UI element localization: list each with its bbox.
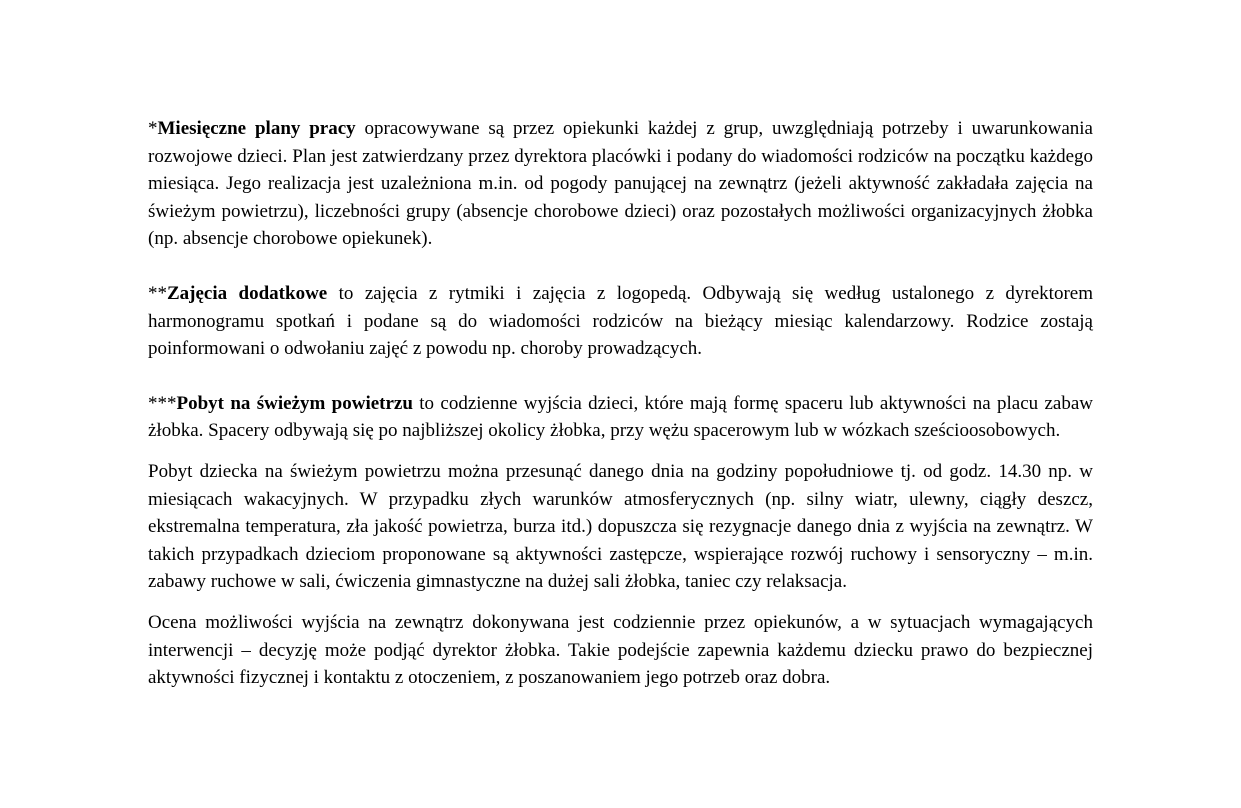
paragraph-text: to zajęcia z rytmiki i zajęcia z logopedą. Odbywają się według ustalonego z dyrektorem harmonogramu spotkań i podane są do wiadomości rodziców na bieżący miesiąc kalendarzowy. Rodzice zostają poinformowani o odwołaniu zajęć z powodu np. choroby prowadzących. xyxy=(148,282,1093,360)
paragraph-outdoor-assessment: Ocena możliwości wyjścia na zewnątrz dokonywana jest codziennie przez opiekunów, a w sytuacjach wymagających interwencji – decyzję może podjąć dyrektor żłobka. Takie podejście zapewnia każdemu dziecku prawo do bezpiecznej aktywności fizycznej i kontaktu z otoczeniem, z poszanowaniem jego potrzeb oraz dobra. xyxy=(148,611,1093,689)
paragraph-text: opracowywane są przez opiekunki każdej z grup, uwzględniają potrzeby i uwarunkowania rozwojowe dzieci. Plan jest zatwierdzany przez dyrektora placówki i podany do wiadomości rodziców na początku każdego miesiąca. Jego realizacja jest uzależniona m.in. od pogody panującej na zewnątrz (jeżeli aktywność zakładała zajęcia na świeżym powietrzu), liczebności grupy (absencje chorobowe dzieci) oraz pozostałych możliwości organizacyjnych żłobka (np. absencje chorobowe opiekunek). xyxy=(148,118,1093,250)
term-additional-classes: Zajęcia dodatkowe xyxy=(167,282,328,304)
term-monthly-plans: Miesięczne plany pracy xyxy=(157,118,356,139)
paragraph-additional-classes xyxy=(148,280,1093,363)
paragraph-outdoor-schedule: Pobyt dziecka na świeżym powietrzu można przesunąć danego dnia na godziny popołudniowe tj. od godz. 14.30 np. w miesiącach wakacyjnych. W przypadku złych warunków atmosferycznych (np. silny wiatr, ulewny, ciągły deszcz, ekstremalna temperatura, zła jakość powietrza, burza itd.) dopuszcza się rezygnacje danego dnia z wyjścia na zewnątrz. W takich przypadkach dzieciom proponowane są aktywności zastępcze, wspierające rozwój ruchowy i sensoryczny – m.in. zabawy ruchowe w sali, ćwiczenia gimnastyczne na dużej sali żłobka, taniec czy relaksacja. xyxy=(148,460,1093,593)
footnote-marker: ** xyxy=(148,282,167,304)
paragraph-outdoor-stay xyxy=(148,390,1093,445)
footnote-marker: * xyxy=(148,118,158,139)
document-page xyxy=(148,115,1093,692)
footnote-marker: *** xyxy=(148,392,177,414)
paragraph-monthly-plans xyxy=(148,115,1093,253)
paragraph-text: to codzienne wyjścia dzieci, które mają formę spaceru lub aktywności na placu zabaw żłobka. Spacery odbywają się po najbliższej okolicy żłobka, przy wężu spacerowym lub w wózkach sześcioosobowych. xyxy=(148,392,1094,442)
term-outdoor-stay: Pobyt na świeżym powietrzu xyxy=(176,392,413,414)
